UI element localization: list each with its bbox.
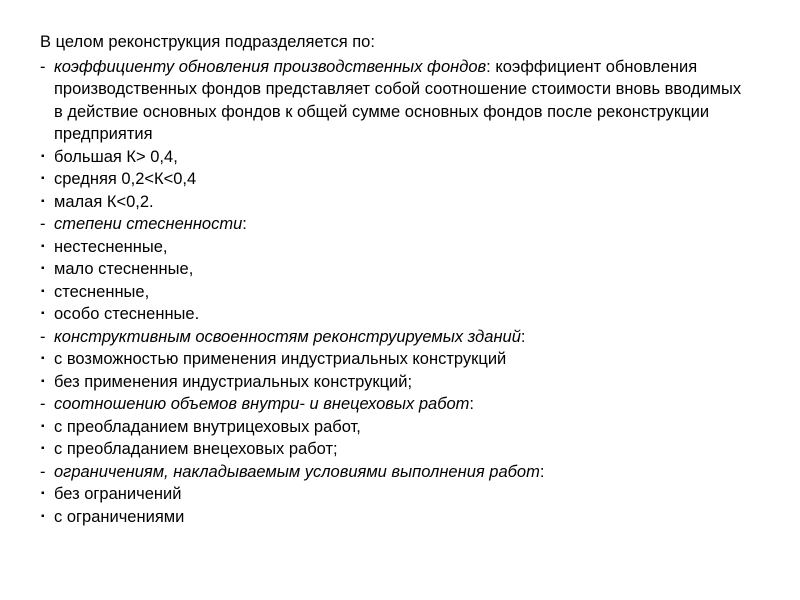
dash-marker: - bbox=[40, 462, 46, 481]
list-item-text: без применения индустриальных конструкций; bbox=[54, 372, 413, 391]
list-item-text: с возможностью применения индустриальных конструкций bbox=[54, 350, 507, 368]
list-item bbox=[40, 506, 760, 529]
criterion-description: : коэффициент обновления производственных фондов представляет собой соотношение стоимости вновь вводимых в действие основных фондов к общей сумме основных фондов после реконструкции предприятия bbox=[54, 57, 742, 143]
list-item-text: без ограничений bbox=[54, 485, 182, 503]
criterion-suffix: : bbox=[520, 327, 526, 346]
list-item bbox=[40, 371, 760, 394]
slide-text bbox=[40, 31, 760, 528]
list-item-text: мало стесненные, bbox=[54, 260, 194, 278]
dash-marker: - bbox=[40, 215, 46, 233]
intro-line: В целом реконструкция подразделяется по: bbox=[40, 33, 375, 51]
bullet-marker: ▪ bbox=[41, 375, 45, 387]
bullet-marker: ▪ bbox=[41, 308, 45, 319]
list-item bbox=[40, 281, 760, 304]
dash-marker: - bbox=[40, 395, 46, 413]
list-item bbox=[40, 438, 760, 461]
list-item bbox=[40, 168, 760, 191]
criterion-title: конструктивным освоенностям реконструируемых зданий bbox=[54, 327, 521, 346]
list-item bbox=[40, 146, 760, 169]
criterion-renewal-coefficient bbox=[40, 56, 754, 146]
criterion-title: ограничениям, накладываемым условиями выполнения работ bbox=[54, 462, 540, 481]
bullet-marker: ▪ bbox=[41, 510, 45, 522]
criterion-title: соотношению объемов внутри- и внецеховых работ bbox=[54, 395, 470, 413]
bullet-marker: ▪ bbox=[41, 195, 45, 207]
dash-marker: - bbox=[40, 327, 46, 346]
list-item bbox=[40, 236, 760, 259]
list-item-text: малая К<0,2. bbox=[54, 192, 154, 211]
criterion-suffix: : bbox=[539, 462, 545, 481]
bullet-marker: ▪ bbox=[41, 263, 45, 274]
list-item-text: с ограничениями bbox=[54, 507, 185, 526]
list-item-text: с преобладанием внецеховых работ; bbox=[54, 440, 338, 458]
list-item-text: стесненные, bbox=[54, 282, 150, 301]
bullet-marker: ▪ bbox=[41, 285, 45, 297]
bullet-marker: ▪ bbox=[41, 443, 45, 454]
criterion-work-volume-ratio bbox=[40, 393, 760, 416]
list-item bbox=[40, 191, 760, 214]
criterion-suffix: : bbox=[242, 215, 247, 233]
criterion-structural-development bbox=[40, 326, 760, 349]
list-item-text: большая К> 0,4, bbox=[54, 147, 178, 166]
criterion-title: коэффициенту обновления производственных фондов bbox=[54, 57, 487, 76]
bullet-marker: ▪ bbox=[41, 150, 45, 162]
criterion-title: степени стесненности bbox=[54, 215, 243, 233]
criterion-work-restrictions bbox=[40, 461, 760, 484]
bullet-marker: ▪ bbox=[41, 240, 45, 252]
criterion-constraint-degree bbox=[40, 213, 760, 236]
bullet-marker: ▪ bbox=[41, 488, 45, 499]
list-item-text: особо стесненные. bbox=[54, 305, 200, 323]
dash-marker: - bbox=[40, 57, 46, 76]
list-item-text: средняя 0,2<К<0,4 bbox=[54, 170, 197, 188]
list-item-text: с преобладанием внутрицеховых работ, bbox=[54, 417, 361, 436]
bullet-marker: ▪ bbox=[41, 173, 45, 184]
list-item bbox=[40, 483, 760, 506]
list-item bbox=[40, 416, 760, 439]
bullet-marker: ▪ bbox=[41, 353, 45, 364]
list-item-text: нестесненные, bbox=[54, 237, 168, 256]
criterion-suffix: : bbox=[469, 395, 474, 413]
list-item bbox=[40, 303, 760, 326]
bullet-marker: ▪ bbox=[41, 420, 45, 432]
list-item bbox=[40, 258, 760, 281]
list-item bbox=[40, 348, 760, 371]
